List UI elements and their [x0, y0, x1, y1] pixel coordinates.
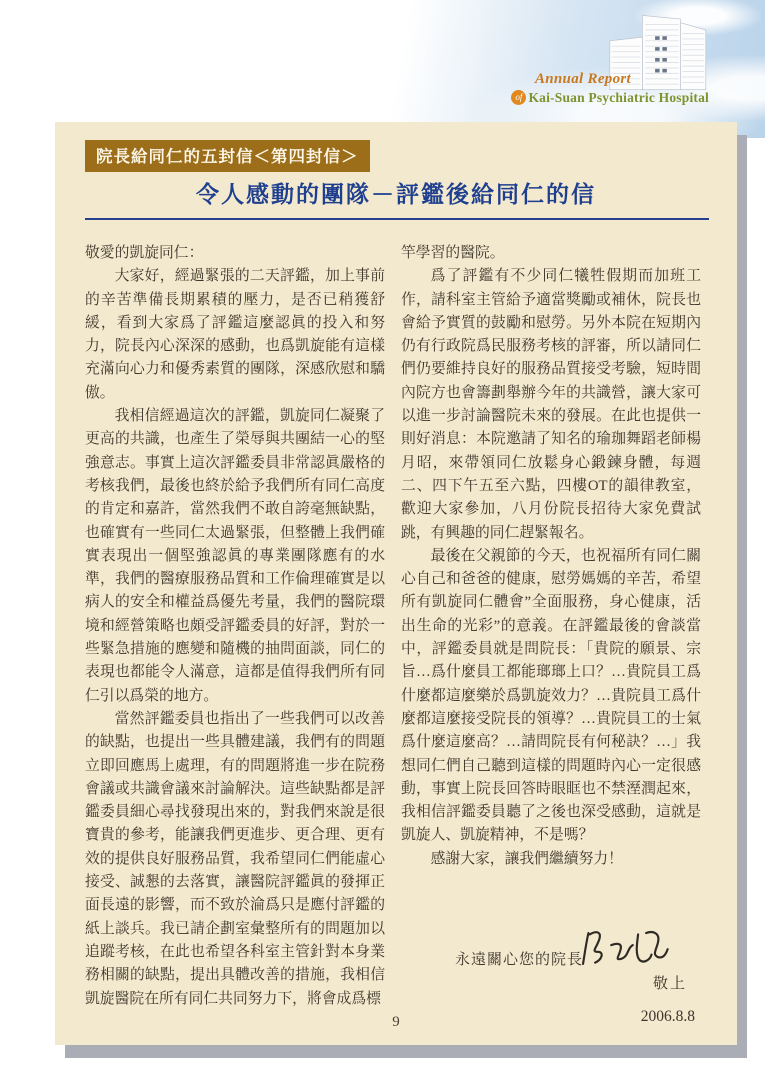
- report-branding: [511, 71, 709, 106]
- paragraph: 最後在父親節的今天，也祝福所有同仁關心自己和爸爸的健康，慰勞媽媽的辛苦，希望所有凱旋同仁體會”全面服務，身心健康，活出生命的光彩”的意義。在評鑑最後的會談當中，評鑑委員就是問院長：「貴院的願景、宗旨…爲什麼員工都能瑯瑯上口？…貴院員工爲什麼都這麼樂於爲凱旋效力？…貴院員工爲什麼都這麼接受院長的領導？…貴院員工的士氣爲什麼這麼高？…請問院長有何秘訣？…」我想同仁們自己聽到這樣的問題時內心一定很感動，事實上院長回答時眼眶也不禁溼潤起來，我相信評鑑委員聽了之後也深受感動，這就是凱旋人、凱旋精神，不是嗎？: [401, 547, 701, 844]
- content-panel: [55, 122, 737, 1045]
- hospital-name-text: Kai-Suan Psychiatric Hospital: [528, 89, 709, 105]
- sky-background: [0, 0, 765, 138]
- paragraph: 大家好，經過緊張的二天評鑑，加上事前的辛苦準備長期累積的壓力，是否已稍獲舒緩，看到大家爲了評鑑這麼認眞的投入和努力，院長內心深深的感動，也爲凱旋能有這樣充滿向心力和優秀素質的團隊，深感欣慰和驕傲。: [85, 268, 385, 401]
- letter-date: 2006.8.8: [640, 1008, 695, 1026]
- farewell-text: 永遠關心您的院長: [455, 952, 584, 969]
- annual-report-text: Annual Report: [534, 71, 631, 87]
- of-badge: of: [511, 90, 526, 105]
- paragraph-continuation: 竿學習的醫院。: [401, 245, 505, 261]
- page-number: 9: [392, 1014, 400, 1030]
- paragraph: 我相信經過這次的評鑑，凱旋同仁凝聚了更高的共識，也產生了榮辱與共團結一心的堅強意志。事實上這次評鑑委員非常認眞嚴格的考核我們，最後也終於給予我們所有同仁高度的肯定和嘉許，當然我們不敢自誇毫無缺點，也確實有一些同仁太過緊張，但整體上我們確實表現出一個堅強認眞的專業團隊應有的水準，我們的醫療服務品質和工作倫理確實是以病人的安全和權益爲優先考量，我們的醫院環境和經營策略也頗受評鑑委員的好評，對於一些緊急措施的應變和隨機的抽問面談，同仁的表現也都能令人滿意，這都是值得我們所有同仁引以爲榮的地方。: [85, 408, 385, 704]
- letter-body: [85, 242, 710, 1063]
- right-column: [401, 242, 701, 1063]
- series-badge: 院長給同仁的五封信＜第四封信＞: [85, 140, 370, 172]
- paragraph: 當然評鑑委員也指出了一些我們可以改善的缺點，也提出一些具體建議，我們有的問題立即回應馬上處理，有的問題將進一步在院務會議或共識會議來討論解決。這些缺點都是評鑑委員細心尋找發現出來的，對我們來說是很寶貴的參考，能讓我們更進步、更合理、更有效的提供良好服務品質，我希望同仁們能虛心接受、誠懇的去落實，讓醫院評鑑眞的發揮正面長遠的影響，而不致於淪爲只是應付評鑑的紙上談兵。我已請企劃室彙整所有的問題加以追蹤考核，在此也希望各科室主管針對本身業務相關的缺點，提出具體改善的措施，我相信凱旋醫院在所有同仁共同努力下，將會成爲標: [85, 710, 385, 1007]
- closing-block: [401, 923, 701, 1063]
- title-divider: [85, 218, 709, 220]
- paragraph: 感謝大家，讓我們繼續努力！: [430, 850, 623, 867]
- sign-off-text: 敬上: [652, 976, 687, 993]
- left-column: [85, 242, 385, 1063]
- director-signature-image: [579, 925, 673, 972]
- salutation: 敬愛的凱旋同仁：: [85, 245, 204, 261]
- article-title: 令人感動的團隊－評鑑後給同仁的信: [196, 182, 596, 207]
- paragraph: 爲了評鑑有不少同仁犧牲假期而加班工作，請科室主管給予適當獎勵或補休，院長也會給予實質的鼓勵和慰勞。另外本院在短期內仍有行政院爲民服務考核的評審，所以請同仁們仍要維持良好的服務品質接受考驗，短時間內院方也會籌劃舉辦今年的共識營，讓大家可以進一步討論醫院未來的發展。在此也提供一則好消息：本院邀請了知名的瑜珈舞蹈老師楊月昭，來帶領同仁放鬆身心鍛鍊身體，每週二、四下午五至六點，四樓OT的韻律教室，歡迎大家參加，八月份院長招待大家免費試跳，有興趣的同仁趕緊報名。: [401, 268, 701, 541]
